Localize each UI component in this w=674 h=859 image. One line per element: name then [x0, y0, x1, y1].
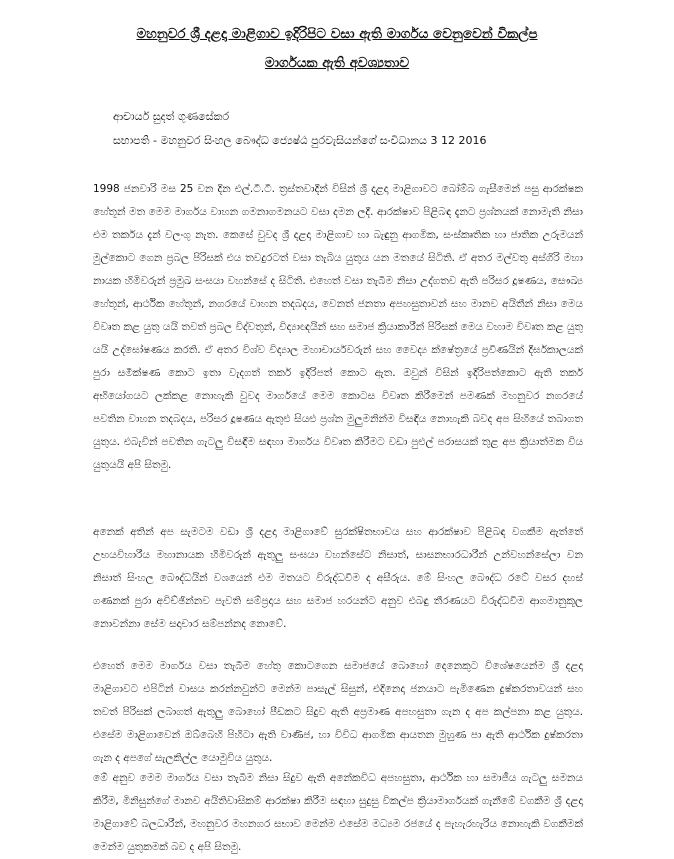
body-paragraph-2: අනෙක් අතින් අප සැමටම වඩා ශ්‍රී දළදා මාළිගාවේ සුරක්ෂිතභාවය සහ ආරක්ෂාව පිළිබඳ වගකීම ඇත්තේ උභයවිහාරීය මහානායක හිමිවරුන් ඇතුලු සංඝයා වහන්සේට නිසාත්, සාසනභාරධාරීන් උන්වහන්සේලා වන නිසාත් සිංහල බෞද්ධයින් වශයෙන් එම මතයට විරුද්ධවීම ද අසීරුය. මේ සිංහල බෞද්ධ රටේ වසර දහස් ගණනක් පුරා අවිච්ඡින්නව පැවති සම්ප්‍රදාය සහ සමාජ හරයන්ට අනුව එබඳු තීරණයට විරුද්ධවීම ආගමානුකූල නොවන්නා සේම සදාචාර සම්පන්නද නොවේ. [93, 526, 583, 630]
author-name: ආචාර්ය සුදත් ගුණසේකර [113, 110, 230, 123]
author-role: සභාපති - මහනුවර සිංහල බෞද්ධ ජ්‍යෙෂ්ඨ පුරවැසියන්ගේ සංවිධානය 3 12 2016 [113, 134, 487, 147]
body-paragraph-1: 1998 ජනවාරි මස 25 වන දින එල්.ටී.ටී. ත්‍රස්තවාදීන් විසින් ශ්‍රී දළදා මාළිගාවට බෝම්බ ගැසීමෙන් පසු ආරක්ෂක හේතූන් මත මෙම මාර්ගය වාහන ගමනාගමනයට වසා දමන ලදී. ආරක්ෂාව පිළිබඳ දැනට ප්‍රශ්නයක් නොමැති නිසා එම තර්කය දැන් වලංගු නැත. කෙසේ වුවද ශ්‍රී දළදා මාළිගාව හා බැඳුනු ආගමික, සංස්කෘතික හා ජාතික උරුමයන් මුල්කොට ගෙන ප්‍රබල පිරිසක් එය තවදුරටත් වසා තැබිය යුතුය යන මතයේ සිටිති. ඒ අතර මල්වතු අස්ගිරි මහා නායක හිමිවරුන් ප්‍රමුඛ සංඝයා වහන්සේ ද සිටිති. එහෙත් වසා තැබීම නිසා උද්ගතව ඇති පරිසර දූෂණය, සෞඛ්‍ය හේතූන්, ආර්ථික හේතූන්, නගරයේ වාහන තදබදය, වෙනත් ජනතා අපහසුතාවන් සහ මානව අයිතීන් නිසා මෙය විවෘත කළ යුතු යයි තවත් ප්‍රබල විද්වතුන්, විද්‍යාඥයින් සහ සමාජ ක්‍රියාකාරීන් පිරිසක් මෙය වහාම විවෘත කළ යුතු යයි උද්ඝෝෂණය කරති. ඒ අතර විශ්ව විද්‍යාල මහාචාර්යවරුන් සහ වෛද්‍ය ක්ෂේත්‍රයේ ප්‍රවීණයින් දීර්ඝකාලයක් පුරා සමීක්ෂණ කොට ඉතා වැදගත් තර්ක ඉදිරිපත් කොට ඇත. ඔවුන් විසින් ඉදිරිපත්කොට ඇති තර්ක අභියෝගයට ලක්කළ නොහැකි වුවද මාර්ගයේ මෙම කොටස විවෘත කිරීමෙන් පමණක් මහනුවර නගරයේ පවතින වාහන තදබදය, පරිසර දූෂණය ඇතුළු සියළු ප්‍රශ්න මුලුමනින්ම විසඳිය නොහැකි බවද අප සිහියේ තබාගත යුතුය. එබැවින් පවතින ගැටලු විසඳීම සඳහා මාර්ගය විවෘත කිරීමට වඩා පුළුල් පරාසයක් තුළ අප ක්‍රියාත්මක විය යුතුයයි අපි සිතමු. [93, 183, 583, 471]
body-paragraph-4: මේ අනුව මෙම මාර්ගය වසා තැබීම නිසා සිදුව ඇති අනේකවිධ අපහසුතා, ආර්ථික හා සමාජීය ගැටලු සමනය කිරීම, මිනිසුන්ගේ මානව අයිතිවාසිකම් ආරක්ෂා කිරීම සඳහා සුදුසු විකල්ප ක්‍රියාමාර්ගයක් ගැනීමේ වගකීම ශ්‍රී දළදා මාළිගාවේ බලධාරීන්, මහනුවර මහනගර සභාව මෙන්ම එසේම මධ්‍යම රජයේ ද පැහැරහැරිය නොහැකි වගකීමක් මෙන්ම යුතුකමක් බව ද අපි සිතමු. [93, 772, 583, 853]
body-paragraph-3: එහෙත් මෙම මාර්ගය වසා තැබීම හේතු කොටගෙන සමාජයේ බොහෝ දෙනෙකුට විශේෂයෙන්ම ශ්‍රී දළදා මාළිගාවට එපිටින් වාසය කරන්නවුන්ට මෙන්ම පාසැල් සිසුන්, එදිනෙදා ජනයාට පැමිණෙන දුෂ්කරතාවයන් සහ තවත් පිරිසක් ලබාගත් ඇතුලු බොහෝ පීඩකට සිදුව ඇති අප්‍රමාණ අපහසුතා ගැන ද අප කල්පනා කළ යුතුය. එසේම මාළිගාවෙන් ඔබ්බෙහි පිහිටා ඇති වාණිජ, හා විවිධ ආගමික ආයතන මුහුණ පා ඇති ආර්ථික දුෂ්කරතා ගැන ද අපගේ සැලකිල්ල යොමුවිය යුතුය. [93, 660, 583, 764]
document-title-line-1: මහනුවර ශ්‍රී දළදා මාළිගාව ඉදිරිපිට වසා ඇති මාර්ගය වෙනුවෙන් විකල්ප [136, 26, 538, 42]
document-title-line-2: මාර්ගයක ඇති අවශ්‍යතාව [264, 55, 410, 71]
